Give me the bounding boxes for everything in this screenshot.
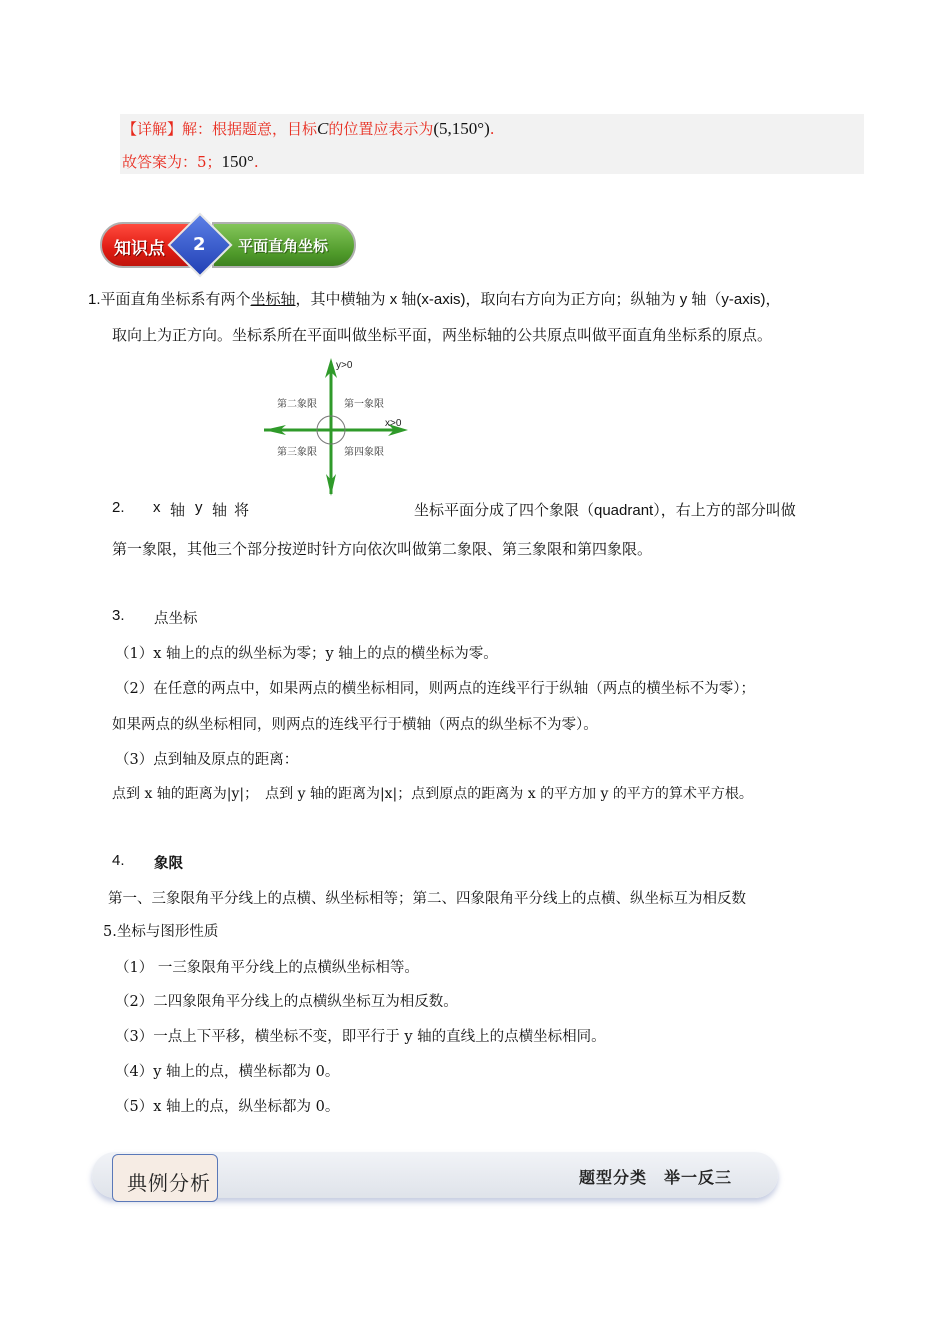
knowledge-point-banner: [100, 218, 358, 274]
section5-item: （2）二四象限角平分线上的点横纵坐标互为相反数。: [115, 994, 458, 1010]
section5-item: （4）y 轴上的点，横坐标都为 0。: [115, 1064, 340, 1080]
y-label: y>0: [336, 360, 353, 371]
target-var: C: [317, 119, 329, 138]
section3-item1: （1）x 轴上的点的纵坐标为零；y 轴上的点的横坐标为零。: [115, 646, 498, 662]
section1-line2: 取向上为正方向。坐标系所在平面叫做坐标平面，两坐标轴的公共原点叫做平面直角坐标系的原点。: [112, 327, 773, 344]
solution-math: (5,150°): [433, 119, 490, 138]
quadrant-4-label: 第四象限: [344, 447, 384, 458]
example-banner-subtitle: 题型分类 举一反三: [578, 1168, 732, 1187]
section2-line2: 第一象限，其他三个部分按逆时针方向依次叫做第二象限、第三象限和第四象限。: [112, 541, 653, 558]
section2-rest: 坐标平面分成了四个象限（quadrant），右上方的部分叫做: [414, 502, 796, 519]
section5-title: 5.坐标与图形性质: [103, 924, 219, 940]
coordinate-diagram: [260, 356, 410, 498]
example-analysis-banner: [92, 1152, 778, 1198]
section5-item: （1） 一三象限角平分线上的点横纵坐标相等。: [115, 960, 419, 976]
section4-num: 4.: [112, 852, 125, 869]
example-tab-label: 典例分析: [127, 1171, 211, 1195]
x-label: x>0: [385, 418, 402, 429]
solution-text-2: 的位置应表示为: [328, 120, 434, 138]
section1-line1: 1.平面直角坐标系有两个坐标轴，其中横轴为 x 轴(x-axis)，取向右方向为正方向；纵轴为 y 轴（y-axis)，: [88, 291, 781, 308]
kp-title-box: [212, 222, 356, 268]
answer-math: 150°: [221, 152, 254, 171]
coordinate-axis-term: 坐标轴: [250, 291, 296, 308]
answer-text: 故答案为：5；: [122, 153, 222, 171]
section3-title: 点坐标: [154, 611, 198, 627]
kp-title: 平面直角坐标: [238, 237, 329, 255]
solution-line-1: 【详解】解：根据题意，目标C的位置应表示为(5,150°).: [122, 119, 495, 138]
section3-item2b: 如果两点的纵坐标相同，则两点的连线平行于横轴（两点的纵坐标不为零）。: [112, 717, 598, 733]
quadrant-2-label: 第二象限: [277, 399, 317, 410]
section3-item2a: （2）在任意的两点中，如果两点的横坐标相同，则两点的连线平行于纵轴（两点的横坐标不为零）；: [115, 681, 755, 697]
quadrant-3-label: 第三象限: [277, 447, 317, 458]
section3-item3: （3）点到轴及原点的距离：: [115, 752, 299, 768]
example-tab: [112, 1154, 218, 1202]
section3-num: 3.: [112, 607, 125, 624]
section5-item: （5）x 轴上的点，纵坐标都为 0。: [115, 1099, 340, 1115]
solution-line-2: 故答案为：5；150°.: [122, 152, 259, 171]
quadrant-1-label: 第一象限: [344, 399, 384, 410]
kp-number: 2: [193, 234, 206, 255]
section4-line: 第一、三象限角平分线上的点横、纵坐标相等；第二、四象限角平分线上的点横、纵坐标互为相反数: [108, 891, 746, 907]
solution-bracket: 【详解】: [122, 120, 183, 138]
section4-title: 象限: [154, 855, 183, 872]
section3-item3b: 点到 x 轴的距离为|y|； 点到 y 轴的距离为|x|；点到原点的距离为 x 的平方加 y 的平方的算术平方根。: [112, 786, 753, 802]
solution-text: 解：根据题意，目标: [182, 120, 318, 138]
kp-label: 知识点: [114, 239, 165, 259]
section2-num: 2.: [112, 499, 125, 516]
section5-item: （3）一点上下平移，横坐标不变，即平行于 y 轴的直线上的点横坐标相同。: [115, 1029, 606, 1045]
